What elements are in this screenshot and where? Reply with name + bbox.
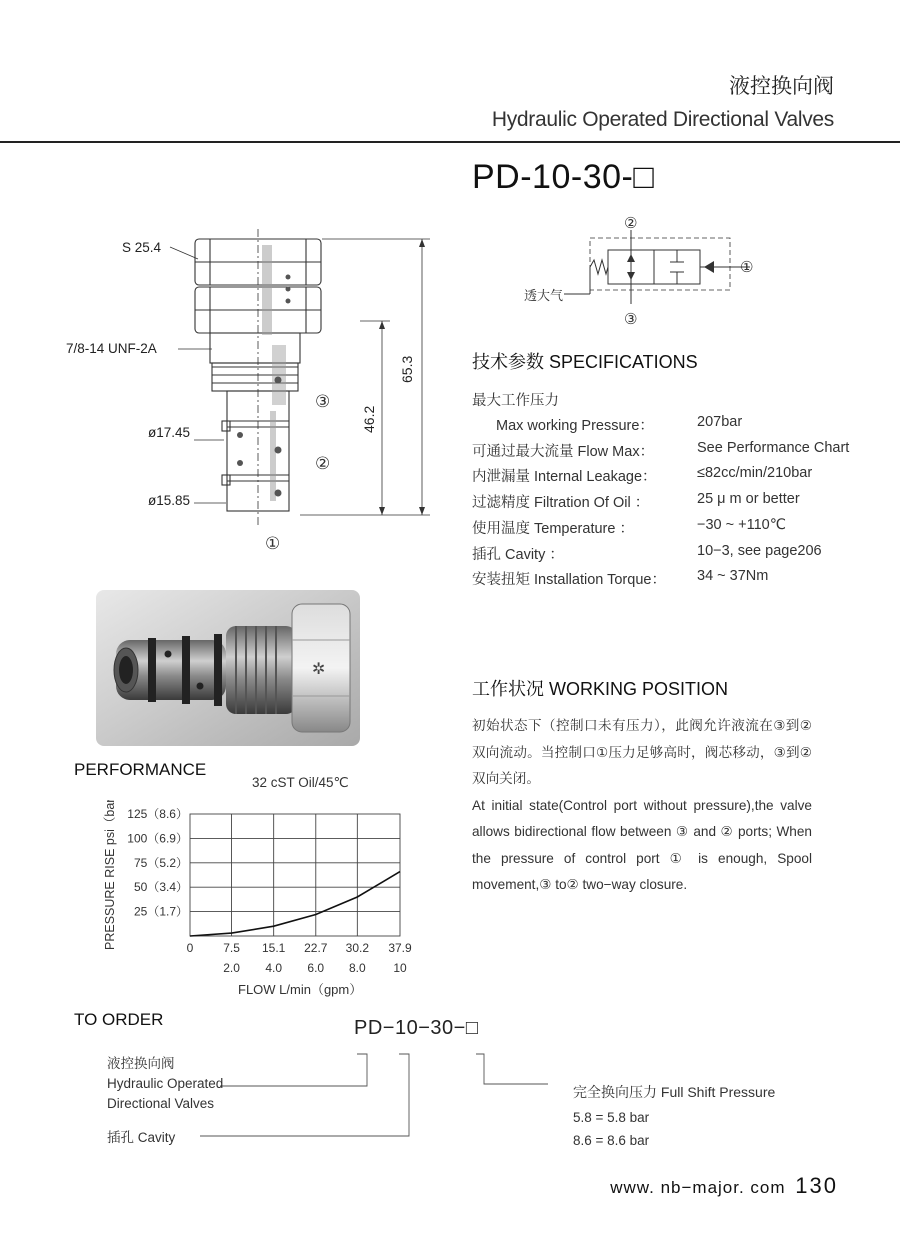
working-position-cn: 初始状态下（控制口未有压力），此阀允许液流在③到②双向流动。当控制口①压力足够高时，阀芯移动，③到②双向关闭。 bbox=[472, 718, 812, 786]
order-item-valve bbox=[107, 1054, 223, 1114]
chart-ylabel: PRESSURE RISE psi（bar） bbox=[103, 800, 117, 950]
order-code: PD−10−30−□ bbox=[354, 1017, 479, 1039]
symbol-port3: ③ bbox=[624, 311, 638, 328]
svg-text:✲: ✲ bbox=[312, 661, 326, 678]
spec-label: 使用温度 Temperature ： bbox=[472, 521, 634, 537]
spec-label: 过滤精度 Filtration Of Oil ： bbox=[472, 495, 650, 511]
y-tick-label: 125（8.6） bbox=[127, 807, 188, 821]
port3-label: ③ bbox=[315, 392, 331, 411]
spec-label: 可通过最大流量 Flow Max： bbox=[472, 444, 655, 460]
dia1-label: ø17.45 bbox=[148, 425, 191, 440]
working-position-text bbox=[472, 713, 812, 899]
y-tick-label: 25（1.7） bbox=[133, 904, 188, 919]
header-title-en: Hydraulic Operated Directional Valves bbox=[491, 108, 834, 131]
port2-label: ② bbox=[315, 454, 331, 473]
order-item-valve-en2: Directional Valves bbox=[107, 1096, 215, 1111]
x-tick-label: 15.1 bbox=[261, 941, 286, 955]
order-heading: TO ORDER bbox=[74, 1010, 164, 1029]
dia2-label: ø15.85 bbox=[148, 493, 191, 508]
hex-size-label: S 25.4 bbox=[122, 240, 162, 255]
hydraulic-symbol bbox=[520, 210, 770, 330]
x-tick-zero: 0 bbox=[186, 941, 194, 955]
spec-value: −30 ~ +110℃ bbox=[697, 517, 786, 533]
spec-value: See Performance Chart bbox=[697, 440, 850, 456]
working-position-en: At initial state(Control port without pressure),the valve allows bidirectional flow between ③ and ② ports; When the pressure of control port ① is enough, Spool movement,③ to② two−way closure. bbox=[472, 797, 812, 892]
x-tick-label-gpm: 4.0 bbox=[265, 961, 283, 975]
model-code: PD-10-30-□ bbox=[472, 158, 655, 196]
x-tick-label-gpm: 10 bbox=[393, 961, 407, 975]
working-position-heading: 工作状况 WORKING POSITION bbox=[472, 679, 729, 699]
x-tick-label: 37.9 bbox=[388, 941, 412, 955]
performance-heading: PERFORMANCE bbox=[74, 760, 207, 779]
header-divider bbox=[0, 141, 900, 143]
pressure-curve bbox=[190, 872, 400, 936]
page-number: 130 bbox=[795, 1173, 838, 1198]
x-tick-label: 30.2 bbox=[345, 941, 370, 955]
y-tick-label: 50（3.4） bbox=[133, 880, 188, 895]
y-tick-label: 75（5.2） bbox=[133, 855, 188, 870]
footer bbox=[610, 1173, 838, 1199]
spec-value: 34 ~ 37Nm bbox=[697, 568, 769, 584]
valve-drawing bbox=[60, 225, 440, 555]
performance-subtitle: 32 cST Oil/45℃ bbox=[252, 775, 349, 790]
spec-label: 安装扭矩 Installation Torque： bbox=[472, 572, 666, 588]
chart-xlabel: FLOW L/min（gpm） bbox=[238, 982, 363, 997]
x-tick-label: 7.5 bbox=[223, 941, 240, 955]
product-photo bbox=[96, 590, 360, 746]
x-tick-label-gpm: 6.0 bbox=[307, 961, 325, 975]
spec-value: ≤82cc/min/210bar bbox=[697, 465, 813, 481]
port1-label: ① bbox=[265, 534, 281, 553]
specifications-heading: 技术参数 SPECIFICATIONS bbox=[472, 352, 698, 372]
spec-value: 10−3, see page206 bbox=[697, 543, 822, 559]
performance-chart bbox=[96, 800, 426, 1005]
spec-label: 插孔 Cavity ： bbox=[472, 547, 564, 563]
spec-max-pressure-cn: 最大工作压力 bbox=[472, 393, 559, 409]
order-item-pressure-opt2: 8.6 = 8.6 bar bbox=[573, 1133, 650, 1148]
order-item-valve-cn: 液控换向阀 bbox=[107, 1056, 175, 1071]
spec-label: Max working Pressure： bbox=[496, 418, 654, 434]
spec-value: 25 μ m or better bbox=[697, 491, 800, 507]
thread-label: 7/8-14 UNF-2A bbox=[66, 341, 157, 356]
footer-website[interactable]: www. nb−major. com bbox=[610, 1178, 786, 1197]
x-tick-label-gpm: 8.0 bbox=[348, 961, 366, 975]
order-item-valve-en1: Hydraulic Operated bbox=[107, 1076, 224, 1091]
x-tick-label: 22.7 bbox=[304, 941, 328, 955]
spec-label: 内泄漏量 Internal Leakage： bbox=[472, 469, 657, 485]
order-item-pressure-opt1: 5.8 = 5.8 bar bbox=[573, 1110, 650, 1125]
symbol-port1: ① bbox=[740, 259, 754, 276]
spec-value: 207bar bbox=[697, 414, 743, 430]
header-title-cn: 液控换向阀 bbox=[729, 75, 834, 98]
dim-total: 65.3 bbox=[399, 355, 415, 383]
y-tick-label: 100（6.9） bbox=[127, 831, 188, 846]
order-item-cavity: 插孔 Cavity bbox=[107, 1130, 176, 1145]
symbol-port2: ② bbox=[624, 215, 638, 232]
chart-frame bbox=[190, 814, 400, 936]
x-tick-label-gpm: 2.0 bbox=[223, 961, 240, 975]
vent-label: 透大气 bbox=[524, 288, 564, 303]
order-item-pressure-title: 完全换向压力 Full Shift Pressure bbox=[573, 1084, 776, 1100]
dim-body: 46.2 bbox=[361, 405, 377, 433]
